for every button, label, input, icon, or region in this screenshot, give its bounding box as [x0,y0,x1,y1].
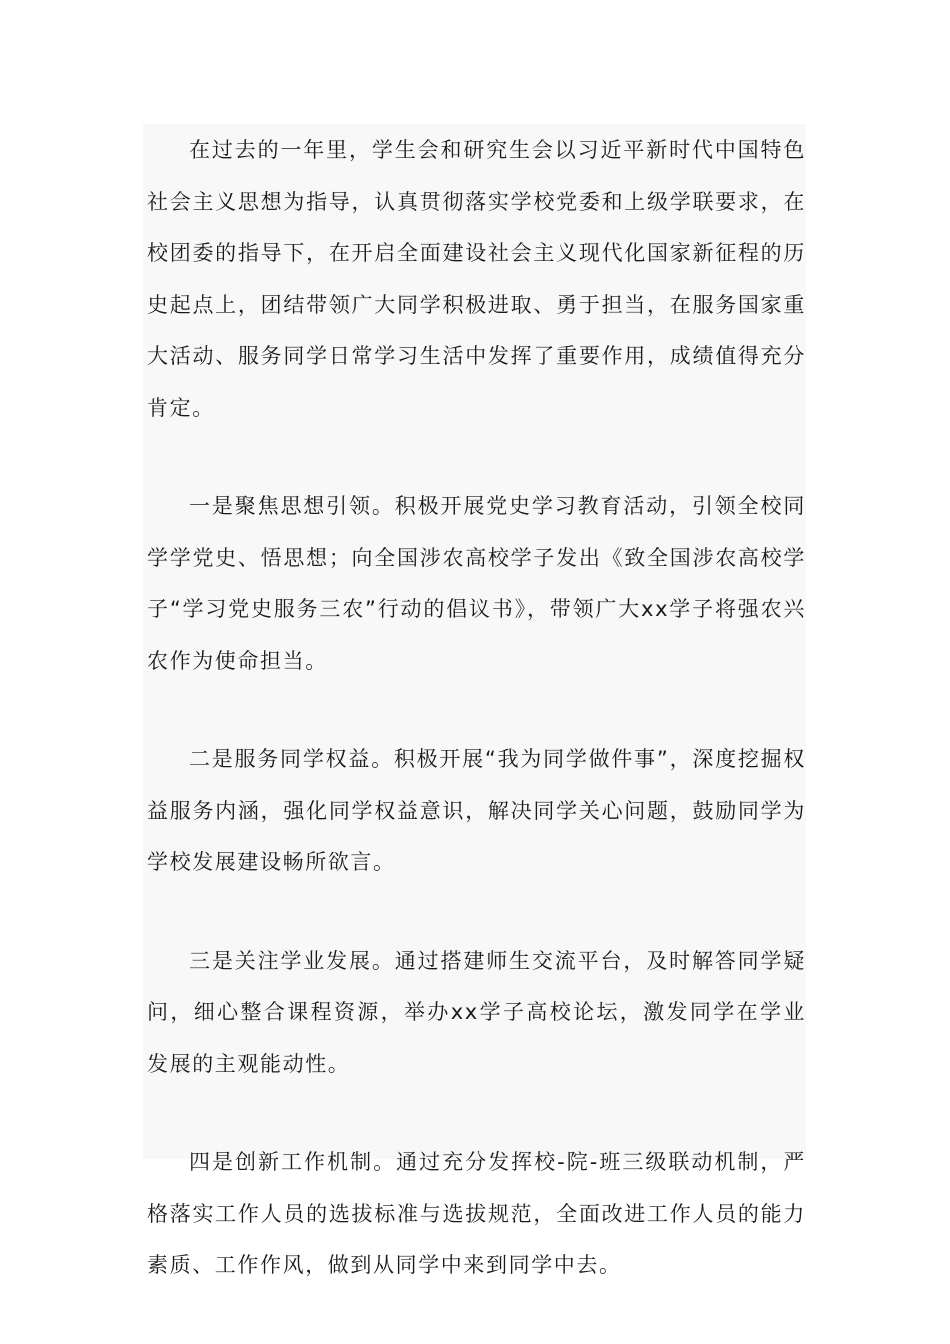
paragraph-gap [147,687,806,734]
paragraph-intro: 在过去的一年里，学生会和研究生会以习近平新时代中国特色社会主义思想为指导，认真贯彻落实学校党委和上级学联要求，在校团委的指导下，在开启全面建设社会主义现代化国家新征程的历史起点上，团结带领广大同学积极进取、勇于担当，在服务国家重大活动、服务同学日常学习生活中发挥了重要作用，成绩值得充分肯定。 [147,138,806,420]
document-body [143,124,806,1277]
paragraph-point-3: 三是关注学业发展。通过搭建师生交流平台，及时解答同学疑问，细心整合课程资源，举办xx学子高校论坛，激发同学在学业发展的主观能动性。 [147,948,806,1076]
paragraph-point-4: 四是创新工作机制。通过充分发挥校-院-班三级联动机制，严格落实工作人员的选拔标准与选拔规范，全面改进工作人员的能力素质、工作作风，做到从同学中来到同学中去。 [147,1150,806,1277]
paragraph-gap [147,434,806,481]
paragraph-point-1: 一是聚焦思想引领。积极开展党史学习教育活动，引领全校同学学党史、悟思想；向全国涉农高校学子发出《致全国涉农高校学子“学习党史服务三农”行动的倡议书》，带领广大xx学子将强农兴农作为使命担当。 [147,494,806,673]
paragraph-gap [147,1090,806,1137]
paragraph-point-2: 二是服务同学权益。积极开展“我为同学做件事”，深度挖掘权益服务内涵，强化同学权益意识，解决同学关心问题，鼓励同学为学校发展建设畅所欲言。 [147,747,806,874]
paragraph-gap [147,889,806,936]
